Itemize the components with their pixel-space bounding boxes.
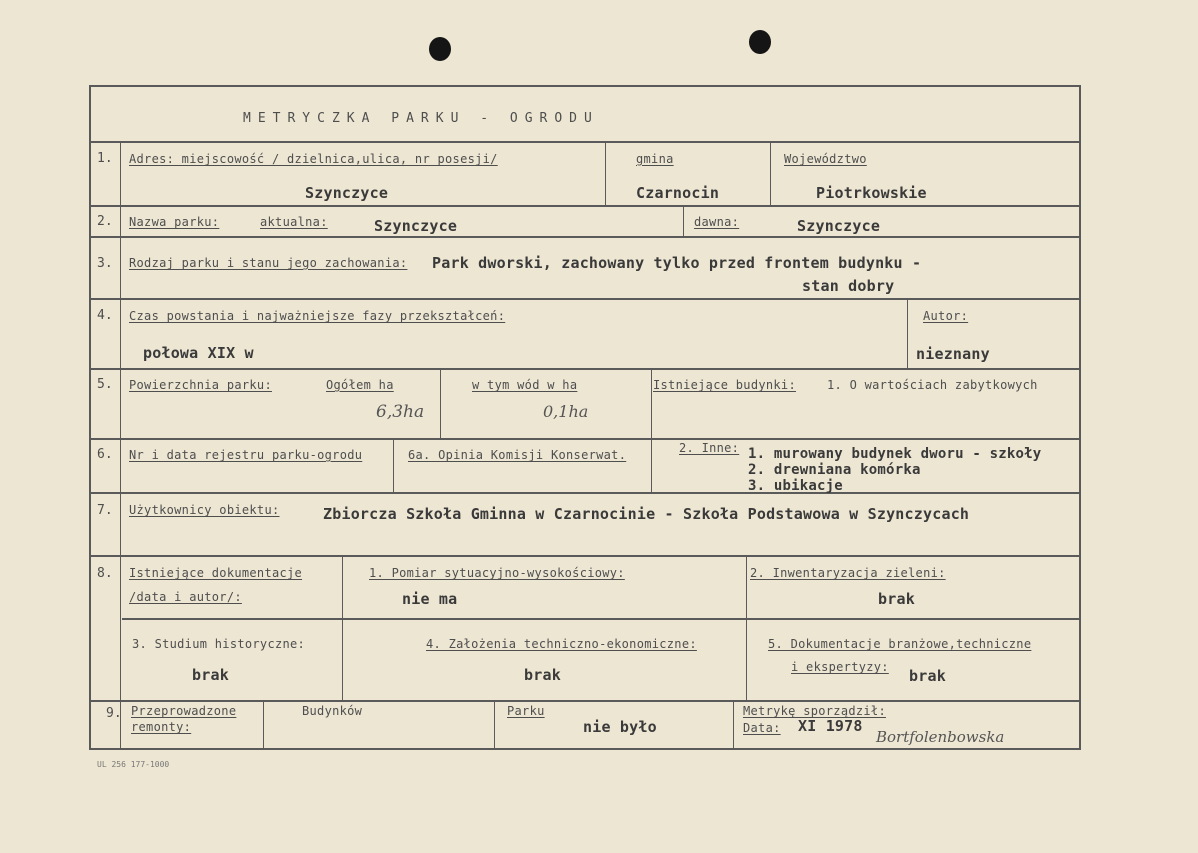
author-value: nieznany [916,345,990,363]
register-label: Nr i data rejestru parku-ogrodu [129,448,363,462]
cell-divider [770,141,771,205]
address-value: Szynczyce [305,184,389,202]
row-number: 9. [106,706,122,721]
cell-divider [263,700,264,750]
row-number: 2. [97,214,113,229]
punch-hole-left [429,37,451,61]
park-renovation-value: nie było [583,718,657,736]
row-divider [89,205,1081,207]
row-divider [89,368,1081,370]
cell-divider [393,438,394,492]
row-divider [89,298,1081,300]
total-area-value: 6,3ha [376,402,425,422]
row-divider [89,492,1081,494]
gmina-value: Czarnocin [636,184,720,202]
documentation-label-line2: /data i autor/: [129,590,242,604]
technical-assumptions-label: 4. Założenia techniczno-ekonomiczne: [426,637,697,651]
buildings-renovation-label: Budynków [302,704,363,718]
row-divider [89,141,1081,143]
row-number: 7. [97,503,113,518]
park-renovation-label: Parku [507,704,545,718]
cell-divider [651,368,652,492]
row-divider [122,618,1081,620]
wojewodztwo-label: Województwo [784,152,867,166]
branch-documentation-label-line2: i ekspertyzy: [791,660,889,674]
park-name-label: Nazwa parku: [129,215,220,229]
row-number: 5. [97,377,113,392]
author-label: Autor: [923,309,969,323]
renovations-label-line2: remonty: [131,720,192,734]
park-type-label: Rodzaj parku i stanu jego zachowania: [129,256,408,270]
address-label: Adres: miejscowość / dzielnica,ulica, nr posesji/ [129,152,498,166]
form-title: METRYCZKA PARKU - OGRODU [243,111,599,126]
historic-buildings-label: 1. O wartościach zabytkowych [827,378,1038,392]
row-number: 1. [97,151,113,166]
number-column-divider [120,141,121,750]
row-number: 8. [97,566,113,581]
total-area-label: Ogółem ha [326,378,394,392]
cell-divider [440,368,441,438]
cell-divider [733,700,734,750]
other-building-item: 1. murowany budynek dworu - szkoły [748,446,1042,462]
cell-divider [494,700,495,750]
row-divider [89,700,1081,702]
row-number: 4. [97,308,113,323]
survey-label: 1. Pomiar sytuacyjno-wysokościowy: [369,566,625,580]
cell-divider [907,298,908,368]
gmina-label: gmina [636,152,674,166]
origin-value: połowa XIX w [143,344,254,362]
cell-divider [605,141,606,205]
row-divider [89,236,1081,238]
origin-label: Czas powstania i najważniejsze fazy przekształceń: [129,309,506,323]
row-divider [89,438,1081,440]
cell-divider [342,555,343,700]
greenery-inventory-value: brak [878,590,915,608]
former-name-label: dawna: [694,215,740,229]
current-name-value: Szynczyce [374,217,458,235]
users-label: Użytkownicy obiektu: [129,503,280,517]
park-type-value-line2: stan dobry [802,277,895,295]
punch-hole-right [749,30,771,54]
historical-study-label: 3. Studium historyczne: [132,637,306,651]
commission-opinion-label: 6a. Opinia Komisji Konserwat. [408,448,627,462]
water-area-value: 0,1ha [543,402,589,421]
branch-documentation-value: brak [909,667,946,685]
signature: Bortfolenbowska [876,728,1005,746]
buildings-label: Istniejące budynki: [653,378,796,392]
technical-assumptions-value: brak [524,666,561,684]
row-divider [89,555,1081,557]
survey-value: nie ma [402,590,458,608]
water-area-label: w tym wód w ha [472,378,578,392]
users-value: Zbiorcza Szkoła Gminna w Czarnocinie - Szkoła Podstawowa w Szynczycach [323,505,970,523]
cell-divider [683,205,684,236]
row-number: 6. [97,447,113,462]
current-name-label: aktualna: [260,215,328,229]
documentation-label: Istniejące dokumentacje [129,566,303,580]
area-label: Powierzchnia parku: [129,378,272,392]
prepared-by-label: Metrykę sporządził: [743,704,886,718]
other-building-item: 2. drewniana komórka [748,462,921,478]
branch-documentation-label: 5. Dokumentacje branżowe,techniczne [768,637,1032,651]
other-building-item: 3. ubikacje [748,478,843,494]
print-stamp: UL 256 177-1000 [97,760,170,769]
other-buildings-label: 2. Inne: [679,441,740,455]
renovations-label: Przeprowadzone [131,704,237,718]
former-name-value: Szynczyce [797,217,881,235]
cell-divider [746,555,747,700]
date-value: XI 1978 [798,717,863,735]
row-number: 3. [97,256,113,271]
date-label: Data: [743,721,781,735]
greenery-inventory-label: 2. Inwentaryzacja zieleni: [750,566,946,580]
wojewodztwo-value: Piotrkowskie [816,184,927,202]
park-type-value-line1: Park dworski, zachowany tylko przed frontem budynku - [432,254,922,272]
historical-study-value: brak [192,666,229,684]
